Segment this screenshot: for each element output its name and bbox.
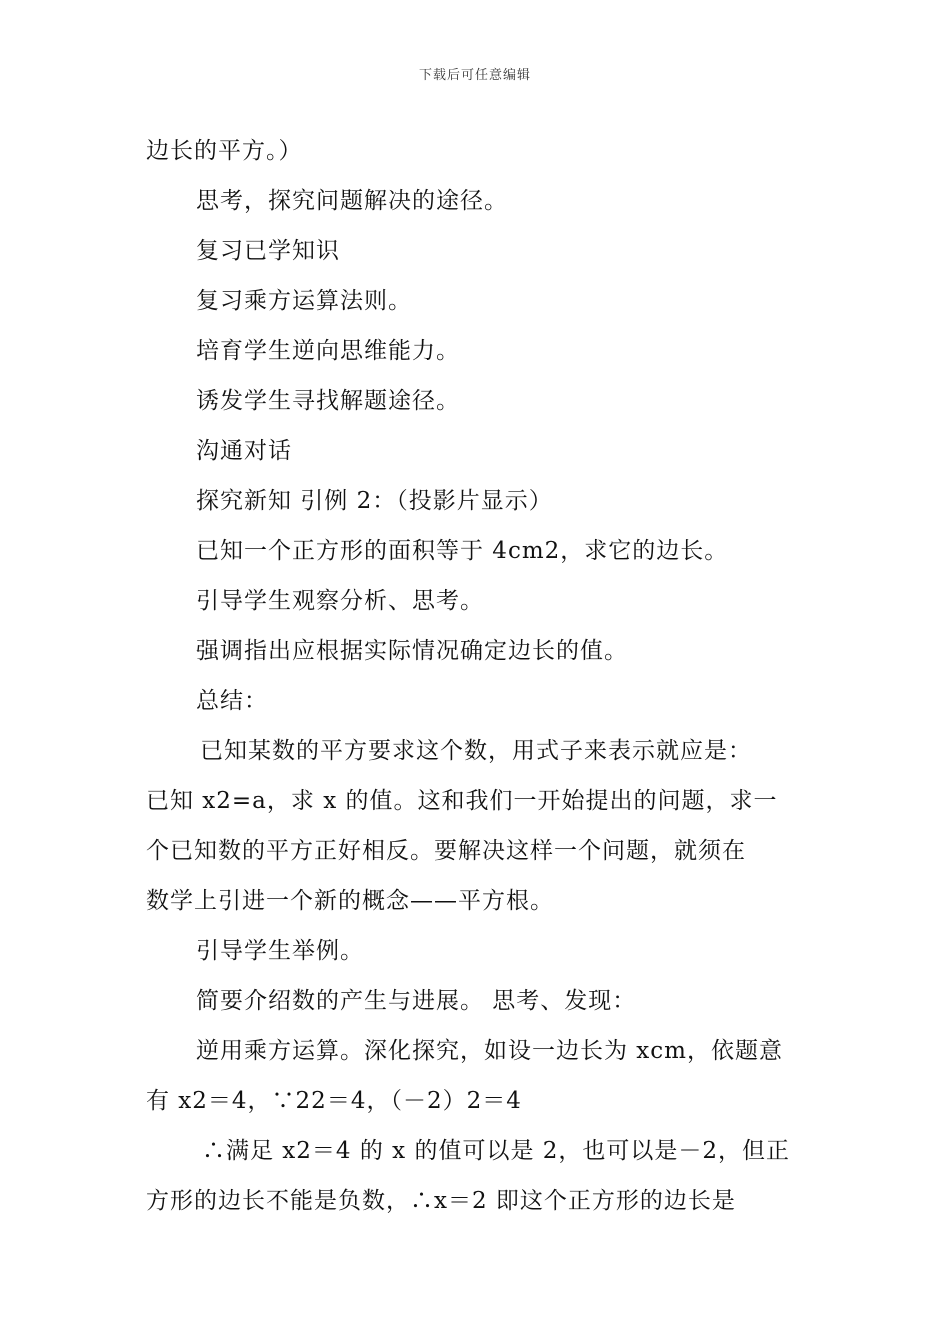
text-line-10: 引导学生观察分析、思考。 bbox=[196, 588, 484, 614]
text-line-6: 诱发学生寻找解题途径。 bbox=[196, 388, 460, 414]
text-line-11: 强调指出应根据实际情况确定边长的值。 bbox=[196, 638, 628, 664]
text-line-22: 方形的边长不能是负数，∴x＝2 即这个正方形的边长是 bbox=[146, 1188, 736, 1214]
text-line-20: 有 x2＝4，∵22＝4，（－2）2＝4 bbox=[146, 1088, 522, 1114]
text-line-5: 培育学生逆向思维能力。 bbox=[196, 338, 460, 364]
page-header: 下载后可任意编辑 bbox=[418, 68, 531, 83]
text-line-17: 引导学生举例。 bbox=[196, 938, 364, 964]
text-line-18: 简要介绍数的产生与进展。 思考、发现： bbox=[196, 988, 637, 1014]
text-line-1: 边长的平方。） bbox=[146, 138, 303, 164]
text-line-8: 探究新知 引例 2：（投影片显示） bbox=[196, 488, 553, 514]
document-body bbox=[146, 126, 810, 1226]
text-line-9: 已知一个正方形的面积等于 4cm2，求它的边长。 bbox=[196, 538, 729, 564]
text-line-13: 已知某数的平方要求这个数，用式子来表示就应是： bbox=[200, 738, 752, 764]
text-line-14: 已知 x2=a，求 x 的值。这和我们一开始提出的问题，求一 bbox=[146, 788, 778, 814]
text-line-2: 思考，探究问题解决的途径。 bbox=[196, 188, 508, 214]
text-line-4: 复习乘方运算法则。 bbox=[196, 288, 412, 314]
text-line-21: ∴满足 x2＝4 的 x 的值可以是 2，也可以是－2，但正 bbox=[202, 1138, 791, 1164]
text-line-19: 逆用乘方运算。深化探究，如设一边长为 xcm，依题意 bbox=[196, 1038, 783, 1064]
text-line-7: 沟通对话 bbox=[196, 438, 292, 464]
text-line-16: 数学上引进一个新的概念——平方根。 bbox=[146, 888, 554, 914]
text-line-3: 复习已学知识 bbox=[196, 238, 340, 264]
text-line-12: 总结： bbox=[196, 688, 268, 714]
text-line-15: 个已知数的平方正好相反。要解决这样一个问题，就须在 bbox=[146, 838, 746, 864]
